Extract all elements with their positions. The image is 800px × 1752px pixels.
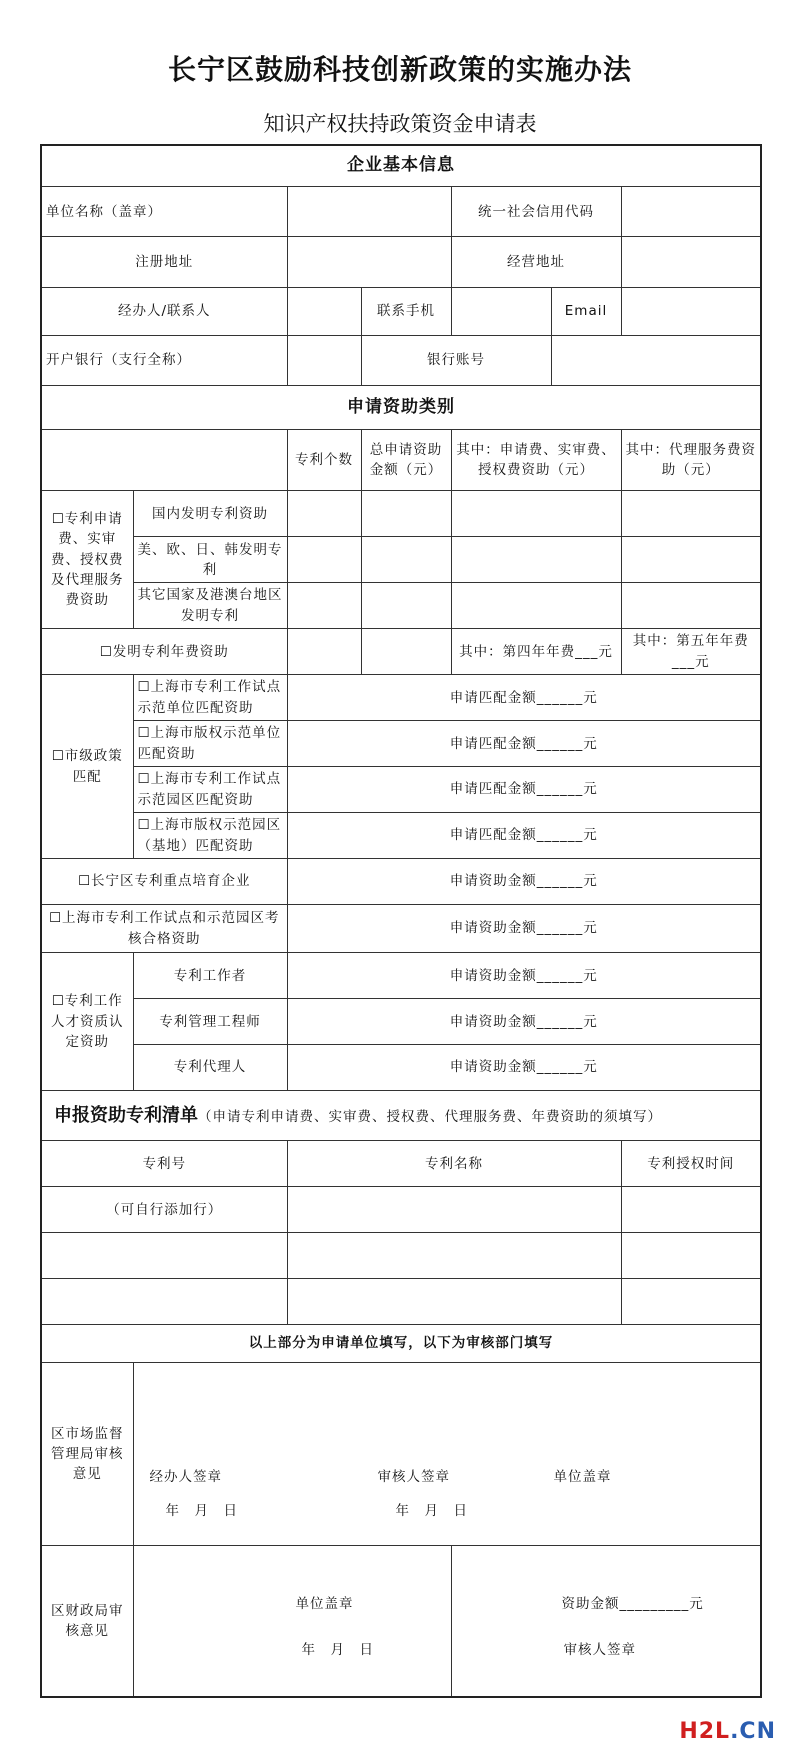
- key-enterprise-amount[interactable]: 申请资助金额______元: [287, 859, 761, 905]
- other-count[interactable]: [287, 583, 361, 629]
- engineer-label: 专利管理工程师: [133, 999, 287, 1045]
- city-match-3-checkbox[interactable]: ☐上海市专利工作试点示范园区匹配资助: [133, 767, 287, 813]
- col-patent-no: 专利号: [41, 1141, 287, 1187]
- finance-unit-seal: 单位盖章: [295, 1596, 354, 1613]
- other-agent[interactable]: [621, 583, 761, 629]
- foreign-count[interactable]: [287, 537, 361, 583]
- reg-address-field[interactable]: [287, 237, 451, 287]
- logo-part-1: H2L: [679, 1719, 731, 1744]
- section-patent-list: [41, 1091, 761, 1141]
- domestic-agent[interactable]: [621, 491, 761, 537]
- engineer-amount[interactable]: 申请资助金额______元: [287, 999, 761, 1045]
- section-basic-info: 企业基本信息: [41, 145, 761, 187]
- agent-label: 专利代理人: [133, 1045, 287, 1091]
- city-match-2-amount[interactable]: 申请匹配金额______元: [287, 721, 761, 767]
- patent-row-1-no[interactable]: （可自行添加行）: [41, 1187, 287, 1233]
- finance-date: 年 月 日: [301, 1642, 374, 1659]
- foreign-total[interactable]: [361, 537, 451, 583]
- col-agent-header: 其中：代理服务费资助（元）: [621, 430, 761, 491]
- patent-fee-checkbox[interactable]: ☐专利申请费、实审费、授权费及代理服务费资助: [41, 491, 133, 629]
- finance-review-label: 区财政局审核意见: [41, 1546, 133, 1697]
- market-date-2: 年 月 日: [395, 1502, 468, 1519]
- account-label: 银行账号: [361, 335, 551, 385]
- reviewer-sign: 审核人签章: [377, 1468, 450, 1485]
- foreign-fees[interactable]: [451, 537, 621, 583]
- domestic-label: 国内发明专利资助: [133, 491, 287, 537]
- other-label: 其它国家及港澳台地区发明专利: [133, 583, 287, 629]
- unit-name-field[interactable]: [287, 187, 451, 237]
- col-patent-name: 专利名称: [287, 1141, 621, 1187]
- finance-reviewer-sign: 审核人签章: [563, 1642, 636, 1659]
- bank-label: 开户银行（支行全称）: [41, 335, 287, 385]
- col-count-header: 专利个数: [287, 430, 361, 491]
- city-match-2-checkbox[interactable]: ☐上海市版权示范单位匹配资助: [133, 721, 287, 767]
- annual-fee-checkbox[interactable]: ☐发明专利年费资助: [41, 629, 287, 675]
- patent-row-2-no[interactable]: [41, 1233, 287, 1279]
- annual-total[interactable]: [361, 629, 451, 675]
- review-divider: 以上部分为申请单位填写，以下为审核部门填写: [41, 1325, 761, 1362]
- unit-name-label: 单位名称（盖章）: [41, 187, 287, 237]
- city-policy-checkbox[interactable]: ☐市级政策匹配: [41, 675, 133, 859]
- contact-field[interactable]: [287, 287, 361, 335]
- foreign-agent[interactable]: [621, 537, 761, 583]
- credit-code-field[interactable]: [621, 187, 761, 237]
- form-subtitle: 知识产权扶持政策资金申请表: [263, 112, 537, 136]
- city-match-1-amount[interactable]: 申请匹配金额______元: [287, 675, 761, 721]
- bank-field[interactable]: [287, 335, 361, 385]
- header-blank: [41, 430, 287, 491]
- patent-row-1-time[interactable]: [621, 1187, 761, 1233]
- city-match-4-checkbox[interactable]: ☐上海市版权示范园区（基地）匹配资助: [133, 813, 287, 859]
- park-assess-checkbox[interactable]: ☐上海市专利工作试点和示范园区考核合格资助: [41, 905, 287, 953]
- market-review-label: 区市场监督管理局审核意见: [41, 1362, 133, 1546]
- market-review-box[interactable]: [133, 1362, 761, 1546]
- patent-list-title: 申报资助专利清单: [54, 1105, 198, 1127]
- city-match-3-amount[interactable]: 申请匹配金额______元: [287, 767, 761, 813]
- biz-address-label: 经营地址: [451, 237, 621, 287]
- city-match-1-checkbox[interactable]: ☐上海市专利工作试点示范单位匹配资助: [133, 675, 287, 721]
- patent-row-3-time[interactable]: [621, 1279, 761, 1325]
- annual-4th-year[interactable]: 其中：第四年年费___元: [451, 629, 621, 675]
- foreign-label: 美、欧、日、韩发明专利: [133, 537, 287, 583]
- contact-label: 经办人/联系人: [41, 287, 287, 335]
- key-enterprise-checkbox[interactable]: ☐长宁区专利重点培育企业: [41, 859, 287, 905]
- market-date-1: 年 月 日: [165, 1502, 238, 1519]
- domestic-count[interactable]: [287, 491, 361, 537]
- city-match-4-amount[interactable]: 申请匹配金额______元: [287, 813, 761, 859]
- handler-sign: 经办人签章: [149, 1468, 222, 1485]
- biz-address-field[interactable]: [621, 237, 761, 287]
- patent-row-2-name[interactable]: [287, 1233, 621, 1279]
- patent-row-3-name[interactable]: [287, 1279, 621, 1325]
- other-fees[interactable]: [451, 583, 621, 629]
- phone-field[interactable]: [451, 287, 551, 335]
- other-total[interactable]: [361, 583, 451, 629]
- talent-checkbox[interactable]: ☐专利工作人才资质认定资助: [41, 953, 133, 1091]
- worker-label: 专利工作者: [133, 953, 287, 999]
- watermark-logo: [679, 1719, 776, 1744]
- account-field[interactable]: [551, 335, 761, 385]
- finance-review-left[interactable]: [133, 1546, 451, 1697]
- domestic-total[interactable]: [361, 491, 451, 537]
- annual-5th-year[interactable]: 其中：第五年年费___元: [621, 629, 761, 675]
- email-field[interactable]: [621, 287, 761, 335]
- application-form: [40, 144, 762, 1698]
- park-assess-amount[interactable]: 申请资助金额______元: [287, 905, 761, 953]
- phone-label: 联系手机: [361, 287, 451, 335]
- email-label: Email: [551, 287, 621, 335]
- agent-amount[interactable]: 申请资助金额______元: [287, 1045, 761, 1091]
- finance-review-right[interactable]: [451, 1546, 761, 1697]
- patent-row-2-time[interactable]: [621, 1233, 761, 1279]
- fund-amount: 资助金额_________元: [561, 1596, 704, 1613]
- worker-amount[interactable]: 申请资助金额______元: [287, 953, 761, 999]
- section-apply-types: 申请资助类别: [41, 386, 761, 430]
- domestic-fees[interactable]: [451, 491, 621, 537]
- logo-part-2: .CN: [730, 1719, 776, 1744]
- page-title: 长宁区鼓励科技创新政策的实施办法: [167, 53, 632, 86]
- col-fees-header: 其中：申请费、实审费、授权费资助（元）: [451, 430, 621, 491]
- annual-count[interactable]: [287, 629, 361, 675]
- patent-row-1-name[interactable]: [287, 1187, 621, 1233]
- credit-code-label: 统一社会信用代码: [451, 187, 621, 237]
- patent-row-3-no[interactable]: [41, 1279, 287, 1325]
- col-grant-time: 专利授权时间: [621, 1141, 761, 1187]
- reg-address-label: 注册地址: [41, 237, 287, 287]
- col-total-header: 总申请资助金额（元）: [361, 430, 451, 491]
- unit-seal: 单位盖章: [553, 1468, 612, 1485]
- patent-list-note: （申请专利申请费、实审费、授权费、代理服务费、年费资助的须填写）: [198, 1109, 662, 1126]
